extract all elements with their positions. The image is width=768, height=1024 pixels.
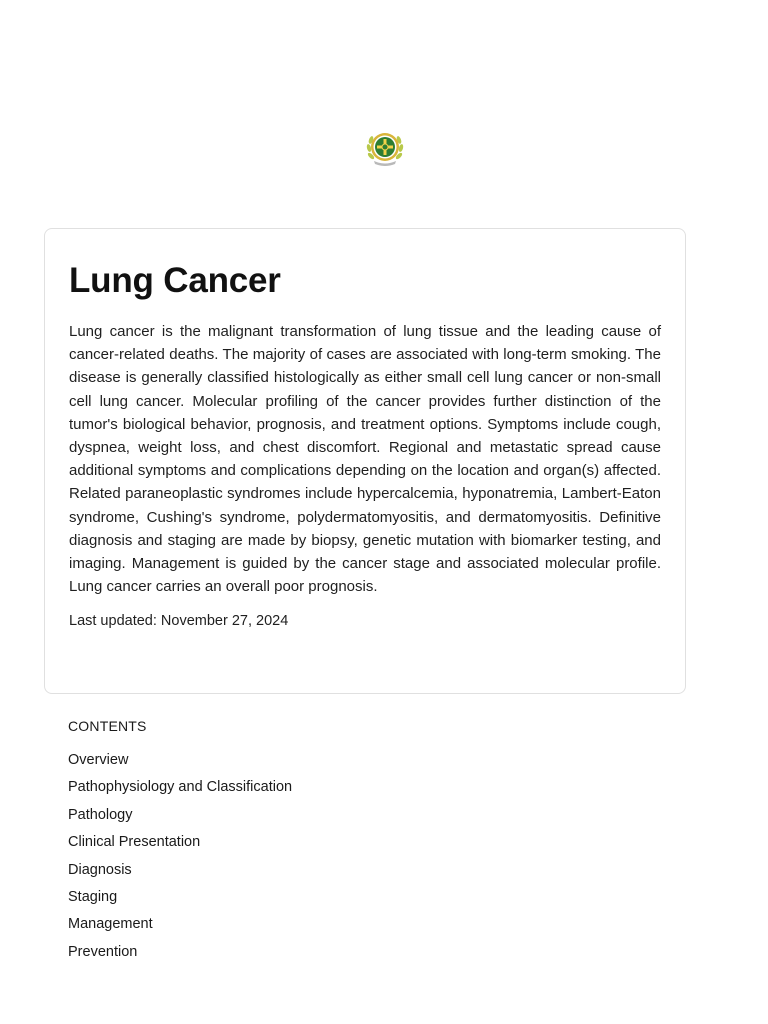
contents-link-prevention[interactable]: Prevention	[68, 943, 138, 960]
contents-link-overview[interactable]: Overview	[68, 752, 129, 768]
contents-link-clinical-presentation[interactable]: Clinical Presentation	[68, 834, 201, 851]
contents-link-management[interactable]: Management	[68, 916, 153, 933]
contents-link-pathology[interactable]: Pathology	[68, 806, 133, 823]
article-summary-card	[44, 228, 686, 694]
contents-link-diagnosis[interactable]: Diagnosis	[68, 861, 132, 878]
society-seal-logo-icon	[364, 128, 406, 168]
article-summary: Lung cancer is the malignant transformation of lung tissue and the leading cause of cancer-related deaths. The majority of cases are associated with long-term smoking. The disease is generally classified histologically as either small cell lung cancer or non-small cell lung cancer. Molecular profiling of the cancer provides further distinction of the tumor's biological behavior, prognosis, and treatment options. Symptoms include cough, dyspnea, weight loss, and chest discomfort. Regional and metastatic spread cause additional symptoms and complications depending on the location and organ(s) affected. Related paraneoplastic syndromes include hypercalcemia, hyponatremia, Lambert-Eaton syndrome, Cushing's syndrome, polydermatomyositis, and dermatomyositis. Definitive diagnosis and staging are made by biopsy, genetic mutation with biomarker testing, and imaging. Management is guided by the cancer stage and associated molecular profile. Lung cancer carries an overall poor prognosis.	[69, 323, 661, 596]
contents-link-staging[interactable]: Staging	[68, 888, 118, 905]
last-updated-date: Last updated: November 27, 2024	[69, 613, 289, 630]
contents-link-pathophysiology[interactable]: Pathophysiology and Classification	[68, 779, 293, 796]
contents-heading: CONTENTS	[68, 718, 147, 734]
table-of-contents	[68, 716, 668, 969]
page-title: Lung Cancer	[69, 261, 281, 300]
contents-list	[68, 750, 668, 969]
